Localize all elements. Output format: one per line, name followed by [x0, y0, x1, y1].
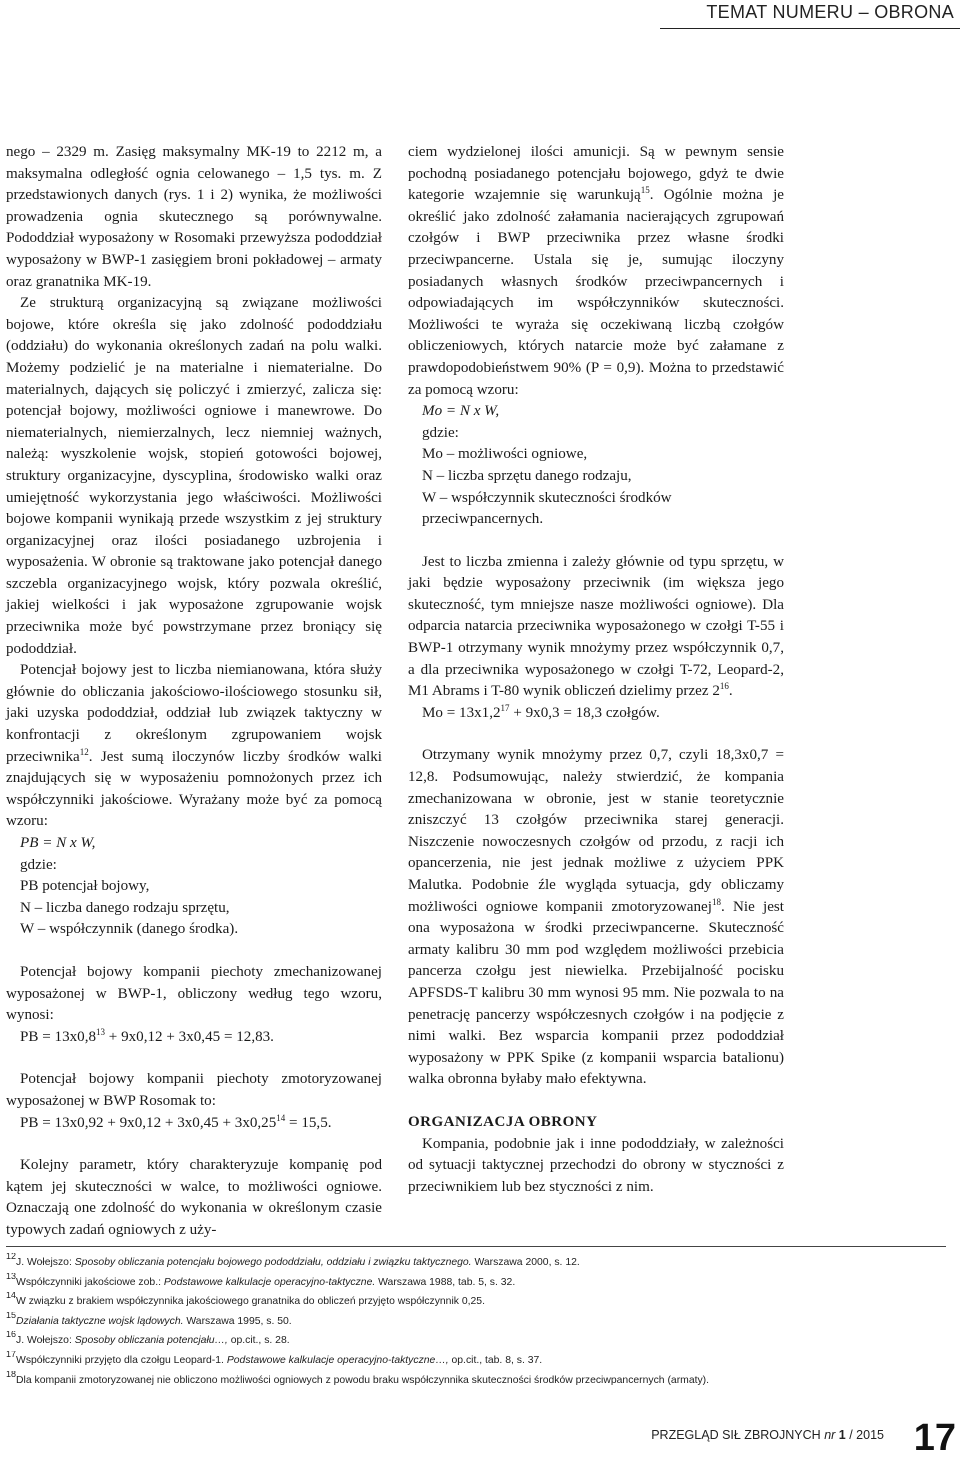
footnote-title: Sposoby obliczania potencjału…, [74, 1335, 228, 1347]
formula: PB = N x W, [20, 835, 96, 851]
paragraph-text: W – współczynnik (danego środka). [20, 921, 239, 938]
paragraph-gap [408, 531, 784, 552]
footnote-text: op.cit., s. 28. [227, 1335, 290, 1347]
paragraph-text: nego – 2329 m. Zasięg maksymalny MK-19 to 2212 m, a maksymalna odległość ognia celowanego – 1,5 tys. m. Z przedstawionych danych (rys. 1 i 2) wynika, że możliwości prowadzenia ognia skutecznego są porównywalne. Pododdział wyposażony w Rosomaki przewyższa pododdział wyposażony w BWP-1 zasięgiem broni pokładowej – armaty oraz granatnika MK-19. [6, 144, 382, 290]
footnote-title: Podstawowe kalkulacje operacyjno-taktyczne…, [226, 1354, 449, 1366]
formula-line [408, 401, 784, 423]
paragraph-text: gdzie: [20, 856, 57, 873]
paragraph-text: PB = 13x0,92 + 9x0,12 + 3x0,45 + 3x0,25 [20, 1114, 277, 1131]
footnote-number: 16 [6, 1331, 17, 1340]
paragraph [6, 1069, 382, 1112]
footnote-title: Działania taktyczne wojsk lądowych. [16, 1315, 184, 1327]
formula-line [408, 466, 784, 488]
paragraph-text: + 9x0,12 + 3x0,45 = 12,83. [105, 1028, 274, 1045]
paragraph-text: Kompania, podobnie jak i inne pododdziały, w zależności od sytuacji taktycznej przechodzi do obrony w styczności z przeciwnikiem lub bez styczności z nim. [408, 1135, 784, 1195]
paragraph-gap [6, 1134, 382, 1155]
paragraph-text: Otrzymany wynik mnożymy przez 0,7, czyli 18,3x0,7 = 12,8. Podsumowując, należy stwierdzić, że kompania zmechanizowana w obronie, jest w stanie teoretycznie zniszczyć 13 czołgów przeciwnika starej generacji. Niszczenie nowoczesnych czołgów od przodu, z racji ich opancerzenia, nie jest jednak możliwe z użyciem PPK Malutka. Podobnie źle wygląda sytuacja, gdy obliczamy możliwości ogniowe kompanii zmotoryzowanej [408, 747, 784, 915]
footnote [6, 1273, 946, 1293]
footnote-text: Warszawa 1988, tab. 5, s. 32. [375, 1276, 516, 1288]
formula: Mo = N x W, [422, 403, 500, 420]
paragraph-text: ciem wydzielonej ilości amunicji. Są w pewnym sensie pochodną posiadanego potencjału bojowego, gdyż te dwie kategorie wzajemnie się warunkują [408, 144, 784, 204]
issue-nr-label: nr [824, 1428, 836, 1442]
paragraph-text: = 15,5. [285, 1114, 332, 1131]
formula-line [408, 488, 784, 531]
formula-line [408, 423, 784, 445]
footnote-text: Współczynniki przyjęto dla czołgu Leopard-1. [16, 1354, 227, 1366]
issue-number: 1 [838, 1428, 846, 1442]
footnote-number: 13 [6, 1272, 17, 1281]
paragraph [408, 552, 784, 703]
footnotes [6, 1246, 946, 1390]
footnote [6, 1371, 946, 1391]
footnote [6, 1351, 946, 1371]
paragraph-text: W – współczynnik skuteczności środków przeciwpancernych. [422, 489, 672, 528]
paragraph-text: Mo = 13x1,2 [422, 704, 501, 721]
paragraph-gap [408, 724, 784, 745]
formula-line [6, 876, 382, 898]
paragraph [408, 142, 784, 401]
footnote-number: 15 [6, 1311, 17, 1320]
footnote-text: J. Wołejszo: [16, 1257, 75, 1268]
paragraph-text: Potencjał bojowy jest to liczba niemianowana, która służy głównie do obliczania jakościowo-ilościowego stosunku sił, jaki uzyska pododdział, oddział lub związek taktyczny w konfrontacji z określonym zgrupowaniem wojsk przeciwnika [6, 662, 382, 765]
paragraph-gap [408, 1091, 784, 1112]
section-header [660, 0, 960, 29]
paragraph-text: + 9x0,3 = 18,3 czołgów. [509, 704, 660, 721]
footnote-text: Warszawa 1995, s. 50. [183, 1315, 292, 1327]
formula-line [6, 919, 382, 941]
paragraph-gap [6, 941, 382, 962]
issue-year: / 2015 [849, 1428, 884, 1442]
paragraph [6, 142, 382, 293]
footnote-title: Podstawowe kalkulacje operacyjno-taktyczne. [163, 1276, 376, 1288]
paragraph-text: gdzie: [422, 424, 459, 441]
footnote-ref: 17 [500, 702, 510, 713]
paragraph-text: N – liczba danego rodzaju sprzętu, [20, 899, 230, 916]
footnote [6, 1292, 946, 1312]
footnote-text: Współczynniki jakościowe zob.: [16, 1276, 164, 1288]
paragraph [408, 1134, 784, 1199]
footnote-text: Dla kompanii zmotoryzowanej nie obliczono możliwości ogniowych z powodu braku współczynnika skuteczności środków przeciwpancernych (armaty). [16, 1374, 710, 1386]
paragraph-text: . [728, 683, 733, 700]
footnote-number: 14 [6, 1292, 17, 1301]
paragraph [6, 1027, 382, 1049]
paragraph-gap [6, 1048, 382, 1069]
footnote-title: Sposoby obliczania potencjału bojowego pododdziału, oddziału i związku taktycznego. [74, 1257, 472, 1268]
footnote-text: W związku z brakiem współczynnika jakościowego granatnika do obliczeń przyjęto współczynnik 0,25. [16, 1296, 485, 1308]
paragraph [6, 1155, 382, 1241]
footnote [6, 1253, 946, 1273]
paragraph-text: Jest to liczba zmienna i zależy głównie od typu sprzętu, w jaki będzie wyposażony przeciwnik (im większa jego skuteczność, tym mniejsze nasze możliwości ogniowe). Dla odparcia natarcia przeciwnika wyposażonego w czołgi T-55 i BWP-1 otrzymany wynik mnożymy przez współczynnik 0,7, a dla przeciwnika wyposażonego w czołgi T-72, Leopard-2, M1 Abrams i T-80 wynik obliczeń dzielimy przez 2 [408, 553, 784, 700]
formula-line [408, 444, 784, 466]
magazine-title: PRZEGLĄD SIŁ ZBROJNYCH [651, 1428, 821, 1442]
footnote-text: J. Wołejszo: [16, 1335, 75, 1347]
section-heading [408, 1112, 784, 1134]
paragraph-text: Potencjał bojowy kompanii piechoty zmechanizowanej wyposażonej w BWP-1, obliczony według tego wzoru, wynosi: [6, 963, 382, 1024]
footnote [6, 1331, 946, 1351]
paragraph-text: ORGANIZACJA OBRONY [408, 1113, 598, 1130]
footnote-number: 18 [6, 1370, 17, 1379]
footnote-text: Warszawa 2000, s. 12. [471, 1257, 580, 1268]
paragraph [6, 1113, 382, 1135]
paragraph-text: PB potencjał bojowy, [20, 878, 150, 895]
paragraph-text: Ze strukturą organizacyjną są związane możliwości bojowe, które określa się jako zdolność pododdziału (oddziału) do wykonania określonych zadań na polu walki. Możemy podzielić je na materialne i niematerialne. Do materialnych, dających się policzyć i zmierzyć, zalicza się: potencjał bojowy, możliwości ogniowe i manewrowe. Do niematerialnych, niemierzalnych, lecz niemniej ważnych, należą: wyszkolenie wojsk, stopień gotowości bojowej, struktury organizacyjne, dyscyplina, środowisko walki oraz umiejętność wykorzystania jego właściwości. Możliwości bojowe kompanii wynikają przede wszystkim z jej struktury organizacyjnej oraz ilości posiadanego uzbrojenia i wyposażenia. W obronie są traktowane jako potencjał danego szczebla organizacyjnego wojsk, który pozwala określić, jakiej wielkości i jak wyposażone zgrupowanie wojsk przeciwnika może być powstrzymane przez broniący się pododdział. [6, 295, 382, 657]
paragraph [6, 293, 382, 660]
paragraph-text: . Nie jest ona wyposażona w środki przeciwpancerne. Skuteczność armaty kalibru 30 mm pod względem możliwości przebicia pancerza czołgu jest niewielka. Przebijalność pocisku APFSDS-T kalibru 30 mm wynosi 95 mm. Nie pozwala to na penetrację pancerzy współczesnych czołgów i na podjęcie z nimi walki. Bez wsparcia kompanii przez pododdział wyposażony w PPK Spike (z kompanii wsparcia batalionu) walka obronna byłaby mało efektywna. [408, 898, 784, 1088]
formula-line [6, 855, 382, 877]
paragraph [408, 745, 784, 1091]
formula-line [6, 898, 382, 920]
paragraph [408, 703, 784, 725]
page-number: 17 [913, 1417, 956, 1459]
paragraph-text: Potencjał bojowy kompanii piechoty zmotoryzowanej wyposażonej w BWP Rosomak to: [6, 1071, 382, 1109]
formula-line [6, 833, 382, 855]
footnote-ref: 18 [711, 896, 721, 907]
paragraph [6, 660, 382, 833]
footnote-ref: 12 [79, 746, 89, 757]
footnote-ref: 14 [276, 1112, 286, 1123]
footnote-number: 17 [6, 1350, 17, 1359]
section-title: TEMAT NUMERU – OBRONA [706, 2, 954, 22]
footnote-text: op.cit., tab. 8, s. 37. [448, 1354, 543, 1366]
paragraph-text: Kolejny parametr, który charakteryzuje kompanię pod kątem jej skuteczności w walce, to możliwości ogniowe. Oznaczają one zdolność do wykonania w określonym czasie typowych zadań ogniowych z uży- [6, 1157, 382, 1238]
paragraph-text: N – liczba sprzętu danego rodzaju, [422, 467, 632, 484]
paragraph-text: . Ogólnie można je określić jako zdolność załamania nacierających zgrupowań czołgów i BWP przeciwnika przez własne środki przeciwpancerne. Ustala się je, sumując iloczyny posiadanych własnych środków przeciwpancernych i odpowiadających im współczynników skuteczności. Możliwości te wyraża się oczekiwaną liczbą czołgów obliczeniowych, których natarcie może być załamane z prawdopodobieństwem 90% (P = 0,9). Można to przedstawić za pomocą wzoru: [408, 187, 784, 398]
footnote-number: 12 [6, 1253, 17, 1261]
footnote-ref: 15 [640, 185, 650, 196]
paragraph-text: Mo – możliwości ogniowe, [422, 446, 588, 463]
footnote-ref: 13 [96, 1026, 106, 1037]
footnote [6, 1312, 946, 1332]
paragraph [6, 962, 382, 1027]
paragraph-text: . Jest sumą iloczynów liczby środków walki znajdujących się w wyposażeniu pomnożonych przez ich współczynniki jakościowe. Wyrażany może być za pomocą wzoru: [6, 748, 382, 830]
right-column [408, 142, 784, 1198]
footnote-ref: 16 [719, 681, 729, 692]
left-column [6, 142, 382, 1242]
paragraph-text: PB = 13x0,8 [20, 1028, 97, 1045]
footer-magazine [651, 1428, 884, 1442]
